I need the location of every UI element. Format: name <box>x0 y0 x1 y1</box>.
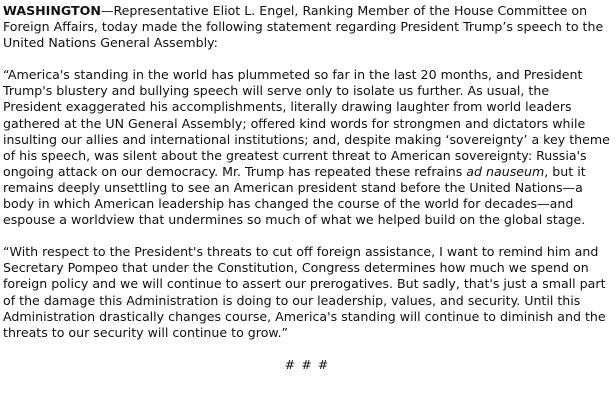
quote1-text-end: , but it remains deeply unsettling to see an American president stand before the United Nations—a body in which American leadership has changed the course of the world for decades—and espouse a worldview that undermines so much of what we helped build on the global stage. <box>3 163 586 228</box>
quote1-text-start: “America's standing in the world has plummeted so far in the last 20 months, and President Trump's blustery and bullying speech will serve only to isolate us further. As usual, the President exaggerated his accomplishments, literally drawing laughter from world leaders gathered at the UN General Assembly; offered kind words for strongmen and dictators while insulting our allies and international institutions; and, despite making ‘sovereignty’ a key theme of his speech, was silent about the greatest current threat to American sovereignty: Russia's ongoing attack on our democracy. Mr. Trump has repeated these refrains <box>3 67 610 179</box>
intro-text: —Representative Eliot L. Engel, Ranking Member of the House Committee on Foreign Affairs, today made the following statement regarding President Trump’s speech to the United Nations General Assembly: <box>3 3 604 51</box>
intro-paragraph <box>3 3 611 51</box>
quote-paragraph-2: “With respect to the President's threats to cut off foreign assistance, I want to remind him and Secretary Pompeo that under the Constitution, Congress determines how much we spend on foreign policy and we will continue to assert our prerogatives. But sadly, that's just a small part of the damage this Administration is doing to our leadership, values, and security. Until this Administration drastically changes course, America's standing will continue to diminish and the threats to our security will continue to grow.” <box>3 244 606 340</box>
end-mark: # # # <box>284 356 330 372</box>
press-release <box>3 3 611 373</box>
quote1-italic-phrase: ad nauseum <box>466 163 545 179</box>
quote-paragraph-1 <box>3 67 611 228</box>
dateline: WASHINGTON <box>3 3 101 18</box>
